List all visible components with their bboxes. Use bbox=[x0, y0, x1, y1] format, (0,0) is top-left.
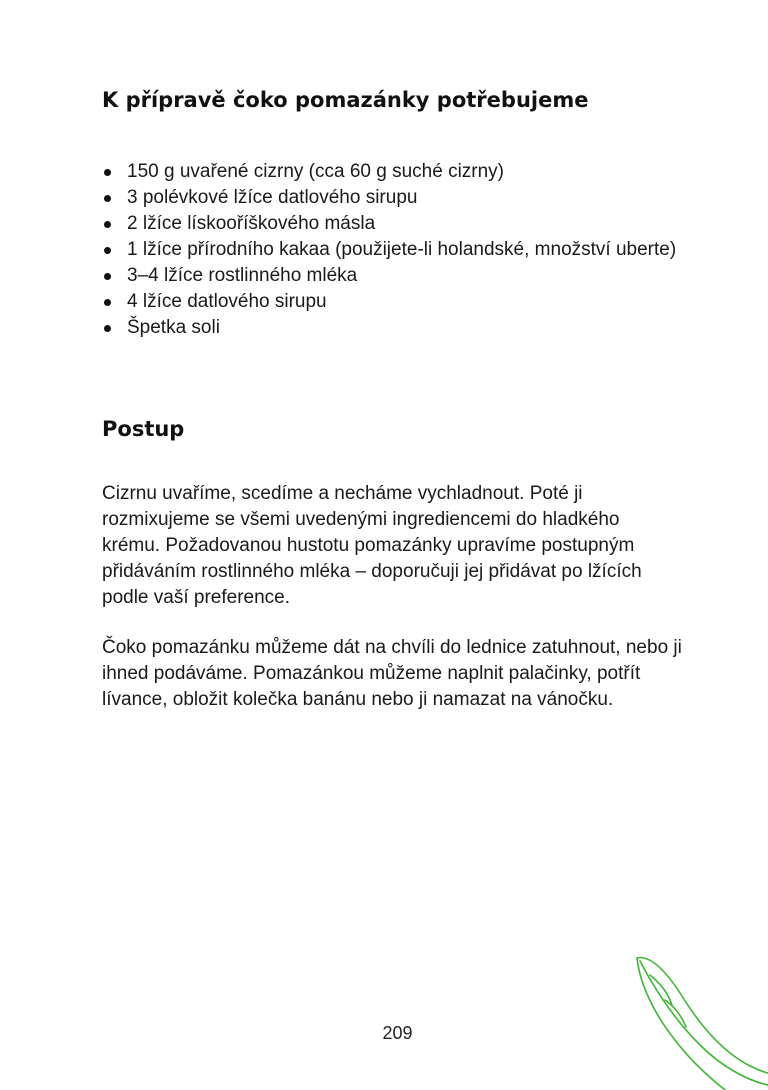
leaf-outline-icon bbox=[620, 945, 768, 1090]
bullet-icon bbox=[104, 221, 111, 228]
list-item-text: Špetka soli bbox=[127, 317, 220, 338]
bullet-icon bbox=[104, 325, 111, 332]
bullet-icon bbox=[104, 195, 111, 202]
bullet-icon bbox=[104, 169, 111, 176]
list-item bbox=[102, 185, 682, 211]
list-item bbox=[102, 263, 682, 289]
ingredients-list bbox=[102, 159, 682, 341]
procedure-heading: Postup bbox=[102, 417, 185, 441]
bullet-icon bbox=[104, 299, 111, 306]
procedure-paragraph-2: Čoko pomazánku můžeme dát na chvíli do lednice zatuhnout, nebo ji ihned podáváme. Pomazánkou můžeme naplnit palačinky, potřít lívance, obložit kolečka banánu nebo ji namazat na vánočku. bbox=[102, 637, 682, 710]
list-item-text: 2 lžíce lískooříškového másla bbox=[127, 213, 376, 234]
list-item bbox=[102, 315, 682, 341]
bullet-icon bbox=[104, 247, 111, 254]
list-item-text: 3–4 lžíce rostlinného mléka bbox=[127, 265, 358, 286]
list-item bbox=[102, 289, 682, 315]
procedure-paragraph-1: Cizrnu uvaříme, scedíme a necháme vychladnout. Poté ji rozmixujeme se všemi uvedenými ingrediencemi do hladkého krému. Požadovanou hustotu pomazánky upravíme postupným přidáváním rostlinného mléka – doporučuji jej přidávat po lžících podle vaší preference. bbox=[102, 483, 642, 608]
ingredients-heading: K přípravě čoko pomazánky potřebujeme bbox=[102, 88, 589, 112]
list-item-text: 150 g uvařené cizrny (cca 60 g suché cizrny) bbox=[127, 161, 505, 182]
list-item bbox=[102, 237, 682, 263]
list-item-text: 4 lžíce datlového sirupu bbox=[127, 291, 327, 312]
list-item-text: 3 polévkové lžíce datlového sirupu bbox=[127, 187, 418, 208]
list-item bbox=[102, 211, 682, 237]
list-item-text: 1 lžíce přírodního kakaa (použijete-li holandské, množství uberte) bbox=[127, 239, 677, 260]
bullet-icon bbox=[104, 273, 111, 280]
list-item bbox=[102, 159, 682, 185]
page-number: 209 bbox=[382, 1023, 413, 1043]
